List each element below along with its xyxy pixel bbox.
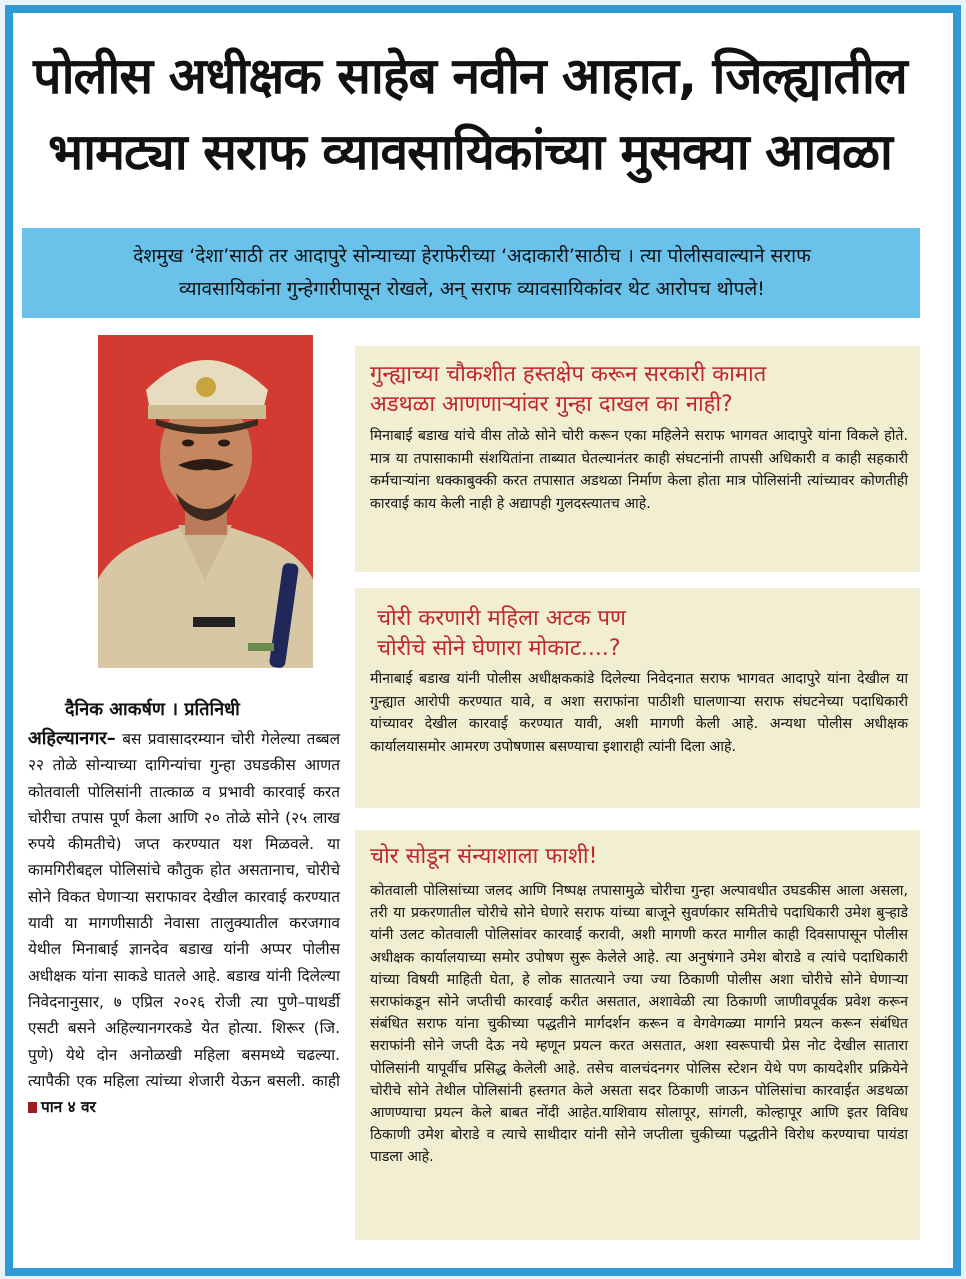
box-1-heading-line-1: गुन्ह्याच्या चौकशीत हस्तक्षेप करून सरकारी कामात xyxy=(370,362,767,387)
sidebar-box-2 xyxy=(355,588,920,808)
continued-label: पान ४ वर xyxy=(41,1098,96,1117)
story-dateline: अहिल्यानगर– xyxy=(28,728,116,749)
headline-line-2: भामट्या सराफ व्यावसायिकांच्या मुसक्या आवळा xyxy=(48,123,892,181)
headline-line-1: पोलीस अधीक्षक साहेब नवीन आहात, जिल्ह्यातील xyxy=(33,47,907,105)
sidebar-box-3 xyxy=(355,830,920,1240)
box-2-heading-line-1: चोरी करणारी महिला अटक पण xyxy=(377,606,626,631)
box-1-heading xyxy=(370,360,910,420)
box-3-heading: चोर सोडून संन्याशाला फाशी! xyxy=(370,844,598,869)
subheading-line-1: देशमुख ‘देशा’साठी तर आदापुरे सोन्याच्या हेराफेरीच्या ‘अदाकारी’साठीच । त्या पोलीसवाल्याने सराफ xyxy=(133,245,811,267)
box-1-body: मिनाबाई बडाख यांचे वीस तोळे सोने चोरी करून एका महिलेने सराफ भागवत आदापुरे यांना विकले होते. मात्र या तपासाकामी संशयितांना ताब्यात घेतल्यानंतर काही संघटनांनी तापसी अधिकारी व काही सहकारी कर्मचाऱ्यांना धक्काबुक्की करत तपासात अडथळा निर्माण केला होता मात्र पोलिसांनी त्यांच्यावर कोणतीही कारवाई काय केली नाही हे अद्यापही गुलदस्त्यातच आहे. xyxy=(370,428,908,512)
box-2-heading-line-2: चोरीचे सोने घेणारा मोकाट....? xyxy=(377,636,621,661)
officer-photo xyxy=(98,335,313,668)
subheading-line-2: व्यावसायिकांना गुन्हेगारीपासून रोखले, अन् सराफ व्यावसायिकांवर थेट आरोपच थोपले! xyxy=(179,278,765,300)
main-story xyxy=(28,726,340,1226)
byline: दैनिक आकर्षण । प्रतिनिधी xyxy=(65,699,240,720)
continued-marker xyxy=(28,1098,96,1116)
subheading-bar xyxy=(22,228,920,318)
box-3-body: कोतवाली पोलिसांच्या जलद आणि निष्पक्ष तपासामुळे चोरीचा गुन्हा अल्पावधीत उघडकीस आला असला, तरी या प्रकरणातील चोरीचे सोने घेणारे सराफ यांच्या बाजूने सुवर्णकार समितीचे पदाधिकारी उमेश बुऱ्हाडे यांनी उलट कोतवाली पोलिसांवर कारवाई करावी, अशी मागणी करत मागील काही दिवसापासून पोलीस अधीक्षक कार्यालयाच्या समोर उपोषण सुरू केलेले आहे. त्या अनुषंगाने उमेश बोराडे व त्यांचे पदाधिकारी यांच्या विषयी माहिती घेता, हे लोक सातत्याने ज्या ज्या ठिकाणी पोलीस अशा चोरीचे सोने घेणाऱ्या सराफांकडून सोने जप्तीची कारवाई करीत असतात, अशावेळी त्या ठिकाणी जाणीवपूर्वक प्रवेश करून संबंधित सराफ यांना चुकीच्या पद्धतीने मार्गदर्शन करून व वेगवेगळ्या मार्गाने प्रयत्न करून संबंधित सराफांनी सोने जप्ती देऊ नये म्हणून प्रयत्न करत असतात, अशा स्वरूपाची प्रेस नोट देखील सातारा पोलिसांनी यापूर्वीच प्रसिद्ध केलेली आहे. तसेच वालचंदनगर पोलिस स्टेशन येथे पण कायदेशीर प्रक्रियेने चोरीचे सोने तेथील पोलिसांनी हस्तगत केले असता सदर ठिकाणी जाऊन पोलिसांचा कारवाईत अडथळा आणण्याचा प्रयत्न केले बाबत नोंदी आहेत.याशिवाय सोलापूर, सांगली, कोल्हापूर आणि इतर विविध ठिकाणी उमेश बोराडे व त्याचे साथीदार यांनी सोने जप्तीला चुकीच्या पद्धतीने विरोध करण्याचा पायंडा पाडला आहे. xyxy=(370,883,908,1166)
sidebar-box-1 xyxy=(355,346,920,572)
square-bullet-icon xyxy=(28,1102,37,1113)
headline xyxy=(20,38,920,190)
box-2-heading xyxy=(377,604,907,664)
officer-portrait-illustration xyxy=(98,335,313,668)
box-1-heading-line-2: अडथळा आणणाऱ्यांवर गुन्हा दाखल का नाही? xyxy=(370,392,733,417)
story-body: बस प्रवासादरम्यान चोरी गेलेल्या तब्बल २२ तोळे सोन्याच्या दागिन्यांचा गुन्हा उघडकीस आणत कोतवाली पोलिसांनी तात्काळ व प्रभावी कारवाई करत चोरीचा तपास पूर्ण केला आणि २० तोळे सोने (२५ लाख रुपये कीमतीचे) जप्त करण्यात यश मिळवले. या कामगिरीबद्दल पोलिसांचे कौतुक होत असतानाच, चोरीचे सोने विकत घेणाऱ्या सराफावर देखील कारवाई करण्यात यावी या मागणीसाठी नेवासा तालुक्यातील करजगाव येथील मिनाबाई ज्ञानदेव बडाख यांनी अप्पर पोलीस अधीक्षक यांना साकडे घातले आहे. बडाख यांनी दिलेल्या निवेदनानुसार, ७ एप्रिल २०२६ रोजी त्या पुणे–पाथर्डी एसटी बसने अहिल्यानगरकडे येत होत्या. शिरूर (जि. पुणे) येथे दोन अनोळखी महिला बसमध्ये चढल्या. त्यापैकी एक महिला त्यांच्या शेजारी येऊन बसली. काही xyxy=(28,730,340,1090)
box-2-body: मीनाबाई बडाख यांनी पोलीस अधीक्षककांडे दिलेल्या निवेदनात सराफ भागवत आदापुरे यांना देखील या गुन्ह्यात आरोपी करण्यात यावे, व अशा सराफांना पाठीशी घालणाऱ्या सराफ संघटनेच्या पदाधिकारी यांच्यावर देखील कारवाई करण्यात यावी, अशी मागणी केली आहे. अन्यथा पोलीस अधीक्षक कार्यालयासमोर आमरण उपोषणास बसण्याचा इशाराही त्यांनी दिला आहे. xyxy=(370,671,908,755)
subheading xyxy=(62,240,882,306)
